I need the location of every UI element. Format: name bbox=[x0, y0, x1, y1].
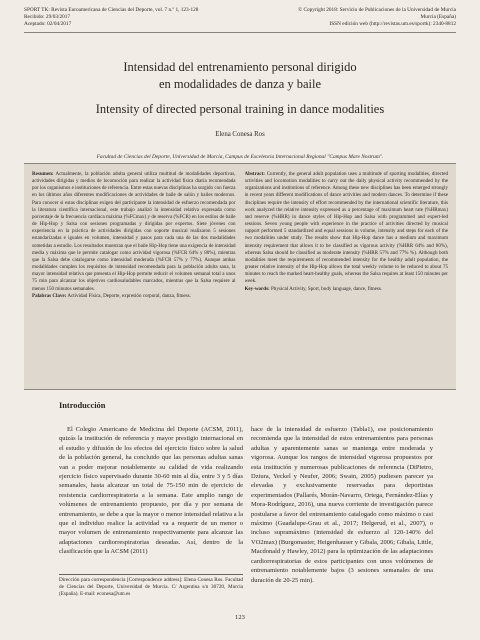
resumen-column bbox=[32, 171, 236, 383]
author-name: Elena Conesa Ros bbox=[215, 131, 265, 138]
author-affiliation: Facultad de Ciencias del Deporte, Universidad de Murcia, Campus de Excelencia Internacional Regional "Campus Mare Nostrum". bbox=[96, 154, 384, 160]
issn-line: ISSN edición web (http://revistas.um.es/sportk): 2340-8812 bbox=[329, 21, 456, 27]
abstract-box bbox=[24, 163, 456, 390]
abstract-text: Currently, the general adult population uses a multitude of sporting modalities, directed activities and locomotion modalities to carry out the daily physical activity recommended by the organizations and institutions of reference. Among these new disciplines has been emerged strongly in recent years different modifications of dance activities and modern dances. To determine if these disciplines require the intensity of effort recommended by the international scientific literature, this work analyzed the relative intensity expressed as a percentage of maximum heart rate (%HRmax) and reserve (%HRR) in dance styles of Hip-Hop and Salsa with programmed and expert-led sessions. Seven young people with experience in the practice of activities directed by musical support performed 5 standardized and equal sessions in volume, intensity and steps for each of the two modalities under study. The results show that Hip-Hop dance has a medium and maximum intensity requirement that allows it to be classified as vigorous activity (%HRR 64% and 80%), whereas Salsa should be classified as moderate intensity (%HRR 57% and 77% %). Although both modalities meet the requirements of recommended intensity for the healthy adult population, the greater relative intensity of the Hip-Hop allows the total weekly volume to be reduced to about 75 minutes to reach the marked heart-healthy goals, whereas the Salsa requires at least 150 minutes per week. bbox=[244, 171, 448, 285]
journal-header-right bbox=[241, 7, 456, 28]
title-spanish-line-1: Intensidad del entrenamiento personal dirigido bbox=[123, 60, 357, 74]
abstract-column bbox=[245, 171, 449, 383]
journal-header-left bbox=[24, 7, 264, 28]
title-spanish-line-2: en modalidades de danza y baile bbox=[158, 77, 322, 91]
title-spanish bbox=[40, 59, 440, 93]
keywords-text: Physical Activity, Sport, body language, dance, fitness. bbox=[271, 285, 383, 292]
publisher-location: Murcia (España) bbox=[420, 14, 456, 20]
title-english: Intensity of directed personal training in dance modalities bbox=[95, 102, 385, 116]
resumen-text: Actualmente, la población adulta general utiliza multitud de modalidades deportivas, actividades dirigidas y medios de locomoción para realizar la actividad física diaria recomendada por los organismos e instituciones de referencia. Entre estas nuevas disciplinas ha surgido con fuerza en los últimos años diferentes modificaciones de actividades de baile de salón y bailes modernos. Para conocer si estas disciplinas exigen del participante la intensidad de esfuerzo recomendada por la literatura científica internacional, este trabajo analizó la intensidad relativa expresada como porcentaje de la frecuencia cardíaca máxima (%FCmax) y de reserva (%FCR) en los estilos de baile de Hip-Hop y Salsa con sesiones programadas y dirigidas por expertos. Siete jóvenes con experiencia en la práctica de actividades dirigidas con soporte musical realizaron 5 sesiones estandarizadas e iguales en volumen, intensidad y pasos para cada una de las dos modalidades sometidas a estudio. Los resultados muestran que el baile Hip-Hop tiene una exigencia de intensidad media y máxima que le permite catalogar como actividad vigorosa (%FCR 64% y 80%), mientras que la Salsa debe catalogarse como intensidad moderada (%FCR 57% y 77%). Aunque ambas modalidades cumplen los requisitos de intensidad recomendada para la población adulta sana, la mayor intensidad relativa que presenta el Hip-Hop permite reducir el volumen semanal total a unos 75 min para alcanzar los objetivos cardiosaludables marcados, mientras que la Salsa requiere al menos 150 minutos semanales. bbox=[32, 171, 236, 292]
section-heading-introduccion: Introducción bbox=[59, 401, 106, 410]
correspondence-footnote: Dirección para correspondencia [Correspondence address]: Elena Conesa Ros. Facultad de Ciencias del Deporte, Universidad de Murcia. C/ Argentina s/n 30720, Murcia (España). E-mail: econesa@um.es bbox=[59, 577, 243, 597]
palabras-clave-text: Actividad Física, Deporte, expresión corporal, danza, fitness. bbox=[67, 292, 191, 299]
body-text-left-column: El Colegio Americano de Medicina del Deporte (ACSM, 2011), quizás la institución de referencia y mayor prestigio internacional en el estudio y difusión de los efectos del ejercicio físico sobre la salud de la población general, ha concluido que las personas adultas sanas van a poder mejorar notablemente su calidad de vida realizando ejercicio físico supervisado durante 30-60 min al día, entre 3 y 5 días semanales, hasta alcanzar un total de 75-150 min de ejercicio de resistencia cardiorrespiratoria a la semana. Este amplio rango de volúmenes de entrenamiento propuesto, por día y por semana de entrenamiento, se debe a que la mayor o menor intensidad relativa a la que el individuo realice la actividad va a requerir de un menor o mayor volumen de entrenamiento respectivamente para alcanzar las adaptaciones cardiorrespiratorias deseadas. Así, dentro de la clasificación que la ACSM (2011) bbox=[59, 426, 243, 556]
footnote-divider bbox=[59, 574, 243, 575]
palabras-clave-label: Palabras Clave: bbox=[32, 292, 67, 299]
accepted-date: Aceptado: 02/04/2017 bbox=[24, 21, 72, 27]
journal-citation: SPORT TK: Revista Euroamericana de Ciencias del Deporte, vol. 7 n.º 1, 123-128 bbox=[24, 7, 199, 13]
body-text-right-column: hace de la intensidad de esfuerzo (Tabla1), ese posicionamiento recomienda que la intensidad de estos entrenamientos para personas adultas y aparentemente sanas se mantenga entre moderada y vigorosa. Aunque los rangos de intensidad vigorosa propuestos por esta institución y numerosas publicaciones de referencia (DiPietro, Dziura, Yeckel y Neufer, 2006; Swain, 2005) pudiesen parecer ya elevadas y exclusivamente reservadas para deportistas experimentados (Pallarés, Morán-Navarro, Ortega, Fernández-Elías y Mora-Rodríguez, 2016), una nueva corriente de investigación parece postularse a favor del entrenamiento catalogado como máximo o casi máximo (Guadalupe-Grau et al., 2017; Helgerud, et al., 2007), o incluso supramáximo (intensidad de esfuerzo al 120-140% del VO2max) (Burgomaster, Heigenhauser y Gibala, 2006; Gibala, Little, Macdonald y Hawley, 2012) para la optimización de las adaptaciones cardiorrespiratorias de estos participantes con unos volúmenes de entrenamiento notablemente bajos (3 sesiones semanales de una duración de 20-25 min). bbox=[251, 426, 433, 584]
header-divider bbox=[24, 32, 456, 33]
received-date: Recibido: 29/03/2017 bbox=[24, 14, 71, 20]
copyright-line: © Copyright 2018: Servicio de Publicaciones de la Universidad de Murcia bbox=[298, 7, 456, 13]
resumen-label: Resumen: bbox=[32, 171, 54, 177]
page-number: 123 bbox=[235, 614, 245, 621]
keywords-label: Key-words: bbox=[244, 285, 270, 292]
abstract-label: Abstract: bbox=[244, 171, 265, 177]
